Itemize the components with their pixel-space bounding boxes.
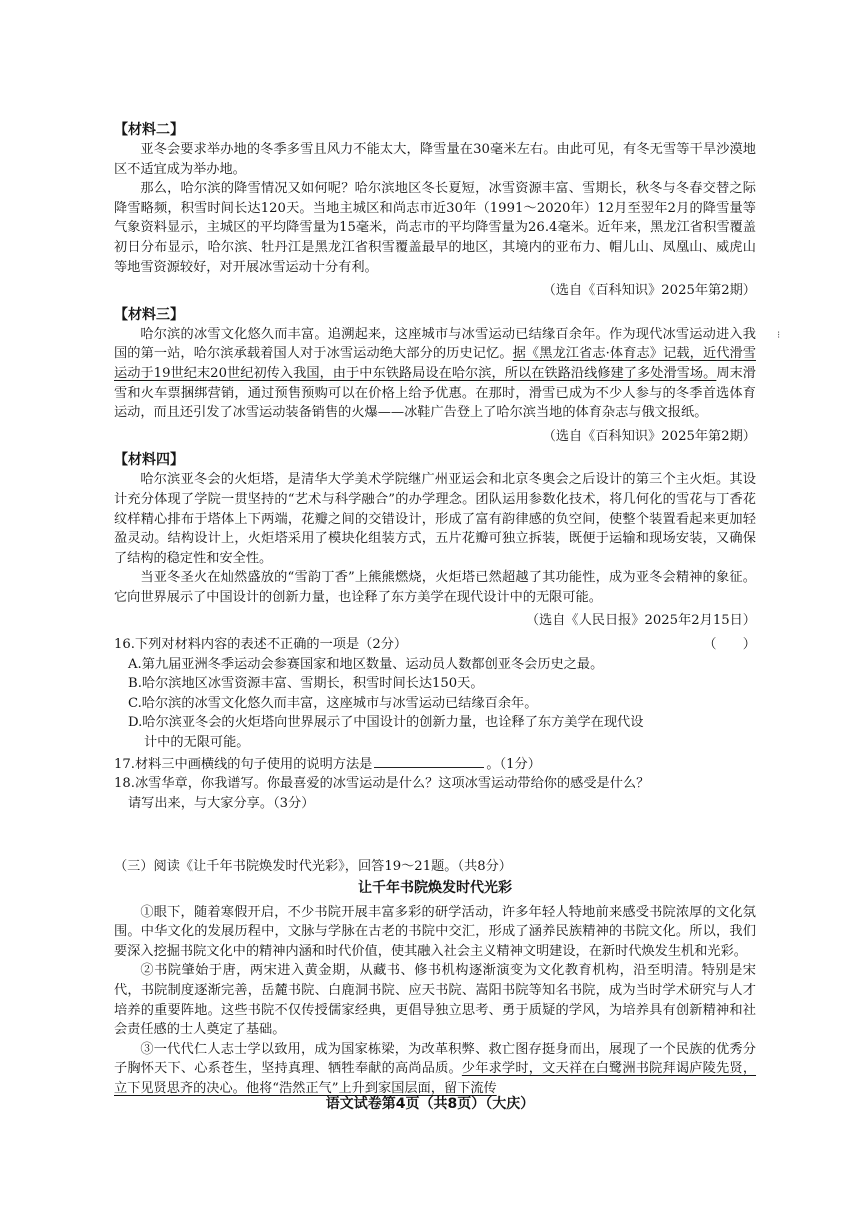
question-16-stem bbox=[114, 635, 756, 655]
question-18-line-2: 请写出来，与大家分享。（3分） bbox=[128, 795, 315, 811]
material4-paragraph-1: 哈尔滨亚冬会的火炬塔，是清华大学美术学院继广州亚运会和北京冬奥会之后设计的第三个主火炬。其设计充分体现了学院一贯坚持的“艺术与科学融合”的办学理念。团队运用参数化技术，将几何化的雪花与丁香花纹样精心排布于塔体上下两端，花瓣之间的交错设计，形成了富有韵律感的负空间，使整个装置看起来更加轻盈灵动。结构设计上，火炬塔采用了模块化组装方式，五片花瓣可独立拆装，既便于运输和现场安装，又确保了结构的稳定性和安全性。 bbox=[114, 472, 756, 566]
margin-mark: ⁝ bbox=[777, 330, 781, 341]
page-content bbox=[114, 118, 756, 1099]
material4-source: （选自《人民日报》2025年2月15日） bbox=[525, 613, 756, 629]
article-p3-text: ③一代代仁人志士学以致用，成为国家栋梁，为改革积弊、救亡图存挺身而出，展现了一个民族的优秀分子胸怀天下、心系苍生，坚持真理、牺牲奉献的高尚品质。 bbox=[114, 1041, 756, 1077]
material3-underlined-sentence: 据《黑龙江省志·体育志》记载，近代滑雪运动于19世纪末20世纪初传入我国，由于中东铁路局设在哈尔滨，所以在铁路沿线修建了多处滑雪场。 bbox=[114, 346, 756, 381]
page-footer: 语文试卷第4页（共8页）（大庆） bbox=[325, 1096, 535, 1112]
question-17 bbox=[114, 753, 756, 775]
material2-paragraph-1: 亚冬会要求举办地的冬季多雪且风力不能太大，降雪量在30毫米左右。由此可见，有冬无雪等干旱沙漠地区不适宜成为举办地。 bbox=[114, 142, 756, 177]
material2-heading: 【材料二】 bbox=[114, 122, 184, 138]
article-title: 让千年书院焕发时代光彩 bbox=[358, 880, 512, 896]
material3-source: （选自《百科知识》2025年第2期） bbox=[542, 428, 756, 444]
option-b: B.哈尔滨地区冰雪资源丰富、雪期长，积雪时间长达150天。 bbox=[128, 676, 484, 692]
answer-blank[interactable] bbox=[374, 753, 484, 768]
material2-source: （选自《百科知识》2025年第2期） bbox=[542, 283, 756, 299]
material3-text-after: 周末滑雪和火车票捆绑营销，通过预售预购可以在价格上给予优惠。在那时，滑雪已成为不少人参与的冬季首选体育运动，而且还引发了冰雪运动装备销售的火爆——冰鞋广告登上了哈尔滨当地的体育杂志与俄文报纸。 bbox=[114, 365, 756, 421]
question-16-text: 16.下列对材料内容的表述不正确的一项是（2分） bbox=[114, 637, 408, 653]
article-paragraph-3 bbox=[114, 1040, 756, 1099]
article-paragraph-1: ①眼下，随着寒假开启，不少书院开展丰富多彩的研学活动，许多年轻人特地前来感受书院浓厚的文化氛围。中华文化的发展历程中，文脉与学脉在古老的书院中交汇，形成了涵养民族精神的书院文化。所以，我们要深入挖掘书院文化中的精神内涵和时代价值，使其融入社会主义精神文明建设，在新时代焕发生机和光彩。 bbox=[114, 904, 756, 959]
question-18-line-1: 18.冰雪华章，你我谱写。你最喜爱的冰雪运动是什么？这项冰雪运动带给你的感受是什么？ bbox=[114, 776, 650, 792]
spacer bbox=[114, 813, 756, 857]
material4-paragraph-2: 当亚冬圣火在灿然盛放的“雪韵丁香”上熊熊燃烧，火炬塔已然超越了其功能性，成为亚冬会精神的象征。它向世界展示了中国设计的创新力量，也诠释了东方美学在现代设计中的无限可能。 bbox=[114, 570, 756, 605]
article-p3-underlined: 少年求学时，文天祥在白鹭洲书院拜谒庐陵先贤，立下见贤思齐的决心。他将“浩然正气”上升到家国层面，留下流传 bbox=[114, 1061, 757, 1096]
option-d: D.哈尔滨亚冬会的火炬塔向世界展示了中国设计的创新力量，也诠释了东方美学在现代设 bbox=[128, 715, 644, 731]
section3-intro: （三）阅读《让千年书院焕发时代光彩》，回答19～21题。（共8分） bbox=[114, 859, 512, 875]
article-paragraph-2: ②书院肇始于唐，两宋进入黄金期，从藏书、修书机构逐渐演变为文化教育机构，沿至明清。特别是宋代，书院制度逐渐完善，岳麓书院、白鹿洞书院、应天书院、嵩阳书院等知名书院，成为当时学术研究与人才培养的重要阵地。这些书院不仅传授儒家经典，更倡导独立思考、勇于质疑的学风，为培养具有创新精神和社会责任感的士人奠定了基础。 bbox=[114, 963, 756, 1038]
option-d-continued: 计中的无限可能。 bbox=[144, 735, 250, 751]
question-17-text: 17.材料三中画横线的句子使用的说明方法是 bbox=[114, 756, 373, 772]
material3-heading: 【材料三】 bbox=[114, 306, 184, 323]
material3-paragraph bbox=[114, 325, 756, 423]
material4-heading: 【材料四】 bbox=[114, 452, 184, 469]
question-17-points: 。（1分） bbox=[486, 756, 541, 772]
option-a: A.第九届亚洲冬季运动会参赛国家和地区数量、运动员人数都创亚冬会历史之最。 bbox=[128, 656, 604, 672]
answer-bracket[interactable]: （ ） bbox=[703, 637, 756, 653]
material3-text-before: 哈尔滨的冰雪文化悠久而丰富。追溯起来，这座城市与冰雪运动已结缘百余年。作为现代冰雪运动进入我国的第一站，哈尔滨承载着国人对于冰雪运动绝大部分的历史记忆。 bbox=[114, 326, 756, 362]
option-c: C.哈尔滨的冰雪文化悠久而丰富，这座城市与冰雪运动已结缘百余年。 bbox=[128, 695, 538, 711]
material2-paragraph-2: 那么，哈尔滨的降雪情况又如何呢？哈尔滨地区冬长夏短，冰雪资源丰富、雪期长，秋冬与冬春交替之际降雪略频，积雪时间长达120天。当地主城区和尚志市近30年（1991～2020年）12月至翌年2月的降雪量等气象资料显示，主城区的平均降雪量为15毫米，尚志市的平均降雪量为26.4毫米。近年来，黑龙江省积雪覆盖初日分布显示，哈尔滨、牡丹江是黑龙江省积雪覆盖最早的地区，其境内的亚布力、帽儿山、凤凰山、威虎山等地雪资源较好，对开展冰雪运动十分有利。 bbox=[114, 181, 756, 275]
